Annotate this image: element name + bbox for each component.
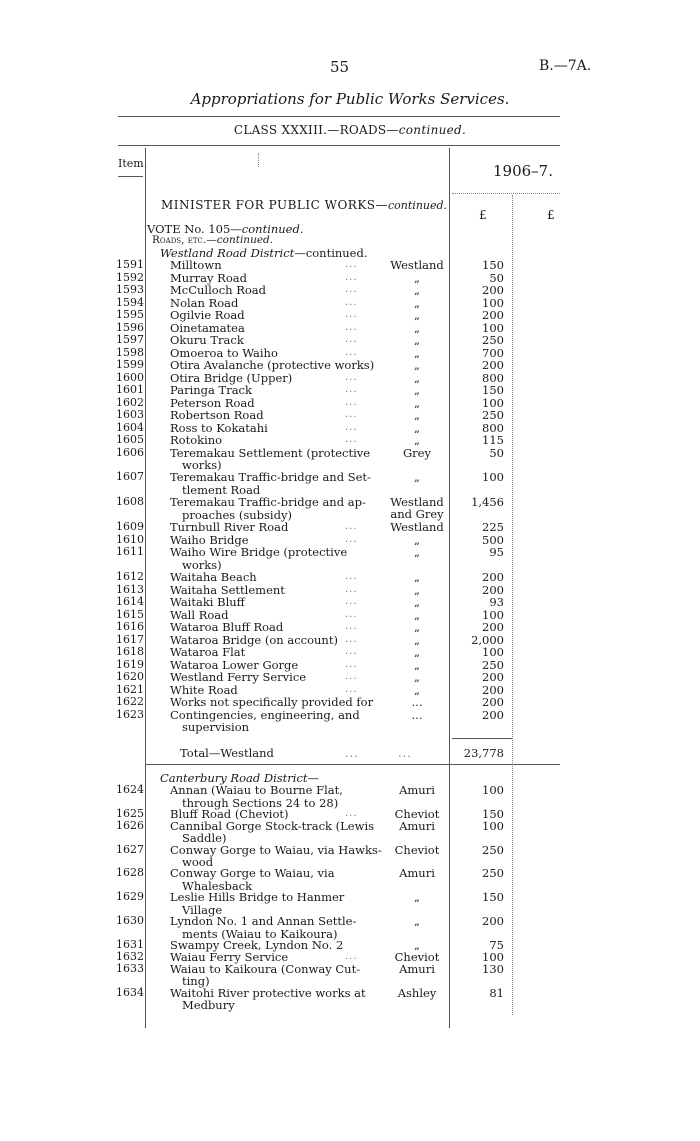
- electoral-district: ...: [411, 695, 423, 710]
- amount: 250: [482, 842, 504, 857]
- electoral-district: „: [414, 682, 420, 697]
- canterbury-district-heading: Canterbury Road District—: [160, 771, 320, 785]
- description-line: wood: [182, 855, 214, 870]
- leader-dots: ...: [345, 646, 358, 658]
- amount: 100: [482, 949, 504, 964]
- amount: 130: [482, 961, 504, 976]
- description-line: Conway Gorge to Waiau, via: [170, 866, 335, 881]
- description-line: works): [182, 557, 222, 572]
- item-header-underline: [118, 176, 143, 177]
- description-line: Ogilvie Road: [170, 308, 245, 322]
- leader-dots: ...: [345, 259, 358, 270]
- item-description: [170, 646, 365, 659]
- leader-dots: ...: [345, 409, 358, 420]
- electoral-district: „: [414, 632, 420, 647]
- amount: 200: [482, 695, 504, 710]
- description-line: Teremakau Traffic-bridge and ap-: [170, 495, 366, 510]
- total-amount: 23,778: [463, 746, 504, 760]
- stray-dots: [258, 153, 259, 167]
- item-number: 1626: [116, 818, 144, 832]
- item-number: 1602: [116, 395, 144, 409]
- description-line: Bluff Road (Cheviot): [170, 806, 289, 821]
- electoral-district: „: [414, 914, 420, 928]
- roads-heading: [152, 234, 273, 246]
- item-number: 1611: [116, 545, 144, 559]
- item-number: 1595: [116, 308, 144, 321]
- item-number: 1600: [116, 370, 144, 384]
- year-column-header: 1906–7.: [493, 162, 553, 180]
- electoral-district: „: [414, 420, 420, 435]
- amount: 250: [482, 408, 504, 422]
- amount: 500: [482, 532, 504, 547]
- item-description: [170, 445, 371, 472]
- description-line: Works not specifically provided for: [170, 695, 374, 710]
- description-line: Saddle): [182, 831, 227, 846]
- amount: 200: [482, 620, 504, 635]
- roads-heading-continued: continued.: [216, 234, 274, 246]
- electoral-district: Grey: [403, 445, 431, 460]
- description-line: Swampy Creek, Lyndon No. 2: [170, 937, 344, 952]
- description-line: White Road: [170, 682, 238, 697]
- item-number: 1603: [116, 408, 144, 421]
- amount: 200: [482, 358, 504, 372]
- item-number: 1618: [116, 645, 144, 659]
- amount: 100: [482, 320, 504, 335]
- electoral-district: „: [414, 320, 420, 335]
- item-description: [170, 571, 365, 584]
- description-line: Waiho Wire Bridge (protective: [170, 545, 348, 560]
- item-number: 1592: [116, 270, 144, 284]
- description-line: Conway Gorge to Waiau, via Hawks-: [170, 842, 382, 857]
- leader-dots: ...: [345, 384, 358, 395]
- item-number: 1620: [116, 670, 144, 684]
- amount: 100: [482, 395, 504, 410]
- table-top-rule: [118, 145, 560, 146]
- electoral-district: „: [414, 370, 420, 385]
- amount: 200: [482, 914, 504, 928]
- description-line: Waiau to Kaikoura (Conway Cut-: [170, 961, 361, 976]
- leader-dots: ...: [345, 807, 358, 819]
- electoral-district: „: [414, 670, 420, 685]
- total-label: Total—Westland: [180, 746, 274, 760]
- amount: 93: [489, 595, 504, 610]
- item-description: [170, 334, 365, 347]
- item-number: 1613: [116, 582, 144, 596]
- amount: 100: [482, 645, 504, 660]
- amount: 150: [482, 258, 504, 272]
- description-line: Medbury: [182, 998, 235, 1013]
- item-number: 1630: [116, 914, 144, 927]
- description-line: Omoeroa to Waiho: [170, 345, 278, 360]
- description-line: Wall Road: [170, 607, 229, 622]
- description-line: Teremakau Traffic-bridge and Set-: [170, 470, 371, 485]
- item-description: [170, 496, 365, 521]
- item-number: 1621: [116, 682, 144, 696]
- leader-dots: ...: [345, 321, 358, 333]
- leader-dots: ...: [345, 683, 358, 695]
- electoral-district: „: [414, 595, 420, 610]
- item-number: 1609: [116, 520, 144, 534]
- electoral-district: „: [414, 345, 420, 360]
- electoral-district: Amuri: [399, 961, 435, 976]
- item-number: 1608: [116, 495, 144, 509]
- leader-dots: ...: [345, 271, 358, 283]
- electoral-district: Amuri: [399, 866, 435, 881]
- item-description: [170, 784, 365, 809]
- amount: 200: [482, 682, 504, 697]
- item-number: 1625: [116, 806, 144, 820]
- description-line: Teremakau Settlement (protective: [170, 445, 371, 460]
- amount: 700: [482, 345, 504, 360]
- description-line: supervision: [182, 720, 250, 735]
- item-description: [170, 818, 375, 846]
- electoral-district: „: [414, 657, 420, 672]
- page-heading: Appropriations for Public Works Services.: [190, 90, 510, 108]
- electoral-district: „: [414, 890, 420, 905]
- amount: 50: [489, 270, 504, 285]
- item-number: 1616: [116, 620, 144, 634]
- item-description: [170, 521, 365, 534]
- description-line: Milltown: [170, 258, 222, 272]
- item-number: 1622: [116, 695, 144, 709]
- item-column-rule: [145, 148, 146, 1028]
- leader-dots: ...: [345, 371, 358, 383]
- electoral-district: „: [414, 308, 420, 322]
- description-line: ments (Waiau to Kaikoura): [182, 926, 338, 941]
- amount: 200: [482, 570, 504, 585]
- total-bottom-rule: [146, 764, 560, 765]
- item-number: 1615: [116, 607, 144, 621]
- leader-dots: ...: [345, 950, 358, 962]
- electoral-district: Cheviot: [394, 842, 440, 857]
- item-description: [170, 284, 365, 297]
- item-number: 1605: [116, 433, 144, 446]
- description-line: tlement Road: [182, 482, 261, 497]
- electoral-district: „: [414, 545, 420, 560]
- description-line: ting): [182, 974, 210, 989]
- electoral-district: „: [414, 383, 420, 397]
- amount-column-left-rule: [449, 148, 450, 1028]
- item-number: 1593: [116, 283, 144, 296]
- item-number: 1629: [116, 890, 144, 904]
- description-line: Otira Avalanche (protective works): [170, 358, 375, 372]
- electoral-district: „: [414, 645, 420, 660]
- leader-dots: ...: [345, 608, 358, 620]
- amount: 200: [482, 308, 504, 322]
- amount: 250: [482, 657, 504, 672]
- amount: 250: [482, 333, 504, 347]
- leader-dots: ...: [345, 334, 358, 345]
- item-description: [170, 621, 365, 634]
- description-line: Ross to Kokatahi: [170, 420, 268, 435]
- electoral-district: „: [414, 395, 420, 410]
- electoral-district: „: [414, 937, 420, 952]
- vote-heading-main: VOTE No. 105—: [147, 222, 242, 236]
- description-line: Oinetamatea: [170, 320, 245, 335]
- description-line: Wataroa Flat: [170, 645, 246, 660]
- electoral-district: Westland: [390, 520, 444, 535]
- description-line: Waitaha Settlement: [170, 582, 285, 597]
- item-number: 1634: [116, 985, 144, 999]
- description-line: Contingencies, engineering, and: [170, 707, 360, 722]
- electoral-district: „: [414, 408, 420, 422]
- description-line: Rotokino: [170, 433, 223, 447]
- electoral-district: Ashley: [397, 985, 437, 1000]
- item-number: 1632: [116, 949, 144, 963]
- leader-dots: ...: [345, 396, 358, 408]
- vote-heading-continued: continued.: [241, 222, 304, 236]
- amount: 200: [482, 582, 504, 597]
- leader-dots: ...: [345, 596, 358, 608]
- item-number: 1591: [116, 258, 144, 271]
- item-number: 1624: [116, 783, 144, 796]
- electoral-district: „: [414, 433, 420, 447]
- item-description: [170, 470, 371, 497]
- description-line: Otira Bridge (Upper): [170, 370, 293, 385]
- leader-dots: ...: [345, 521, 358, 533]
- item-description: [170, 384, 365, 397]
- description-line: Wataroa Bridge (on account): [170, 632, 338, 647]
- item-number: 1599: [116, 358, 144, 371]
- item-number: 1607: [116, 470, 144, 484]
- amount: 1,456: [471, 495, 504, 510]
- item-description: [170, 358, 375, 372]
- leader-dots: ...: [345, 621, 358, 633]
- amount: 800: [482, 420, 504, 435]
- electoral-district: Amuri: [399, 818, 435, 833]
- minister-heading: [161, 198, 447, 212]
- item-description: [170, 695, 374, 710]
- pound-header-2: £: [547, 208, 555, 222]
- electoral-district: „: [414, 270, 420, 285]
- leader-dots: ...: [345, 583, 358, 595]
- leader-dots: ...: [345, 346, 358, 358]
- electoral-district: „: [414, 620, 420, 635]
- electoral-district: „: [414, 295, 420, 310]
- item-number: 1594: [116, 295, 144, 309]
- item-number: 1601: [116, 383, 144, 396]
- item-description: [170, 409, 365, 422]
- total-dots-1: ...: [345, 746, 359, 760]
- item-number: 1627: [116, 842, 144, 856]
- electoral-district: Amuri: [399, 783, 435, 797]
- amount-column-divider: [512, 195, 513, 1015]
- item-description: [170, 987, 365, 1012]
- item-description: [170, 963, 365, 988]
- electoral-district: Cheviot: [394, 949, 440, 964]
- item-number: 1612: [116, 570, 144, 584]
- electoral-district: „: [414, 570, 420, 585]
- leader-dots: ...: [345, 533, 358, 545]
- description-line: Peterson Road: [170, 395, 255, 410]
- minister-heading-main: MINISTER FOR PUBLIC WORKS—: [161, 198, 389, 212]
- amount: 225: [482, 520, 504, 535]
- item-number: 1619: [116, 657, 144, 671]
- electoral-district: „: [414, 283, 420, 297]
- class-heading-continued: continued.: [398, 123, 467, 137]
- item-number: 1597: [116, 333, 144, 346]
- item-number: 1604: [116, 420, 144, 434]
- item-number: 1610: [116, 532, 144, 546]
- item-description: [170, 891, 365, 916]
- description-line: through Sections 24 to 28): [182, 795, 339, 810]
- amount: 115: [482, 433, 504, 447]
- leader-dots: ...: [345, 658, 358, 670]
- item-number: 1617: [116, 632, 144, 646]
- item-number: 1596: [116, 320, 144, 334]
- electoral-district: ...: [411, 707, 423, 722]
- amount: 81: [489, 985, 504, 1000]
- description-line: Robertson Road: [170, 408, 264, 422]
- electoral-district: Westland and Grey: [390, 495, 444, 522]
- description-line: Westland Ferry Service: [170, 670, 307, 685]
- description-line: proaches (subsidy): [182, 507, 292, 522]
- amount: 2,000: [471, 632, 504, 647]
- leader-dots: ...: [345, 633, 358, 645]
- roads-heading-main: Roads, etc.—: [152, 234, 217, 246]
- item-number: 1633: [116, 961, 144, 975]
- item-description: [170, 434, 365, 447]
- amount: 75: [489, 937, 504, 952]
- amount: 95: [489, 545, 504, 560]
- westland-district-name: Westland Road District—: [160, 246, 306, 260]
- item-column-header: Item.: [118, 157, 148, 170]
- description-line: McCulloch Road: [170, 283, 267, 297]
- description-line: Paringa Track: [170, 383, 252, 397]
- description-line: Leslie Hills Bridge to Hanmer: [170, 890, 345, 905]
- amount: 200: [482, 283, 504, 297]
- amount: 100: [482, 818, 504, 833]
- item-description: [170, 867, 365, 892]
- item-number: 1614: [116, 595, 144, 609]
- description-line: Turnbull River Road: [170, 520, 289, 535]
- item-number: 1606: [116, 445, 144, 459]
- amount: 100: [482, 783, 504, 797]
- description-line: works): [182, 458, 222, 472]
- total-dots-2: ...: [398, 746, 412, 760]
- item-description: [170, 915, 365, 940]
- item-number: 1631: [116, 937, 144, 951]
- description-line: Waiau Ferry Service: [170, 949, 289, 964]
- amount: 150: [482, 806, 504, 821]
- electoral-district: Cheviot: [394, 806, 440, 821]
- leader-dots: ...: [345, 284, 358, 295]
- description-line: Cannibal Gorge Stock-track (Lewis: [170, 818, 375, 833]
- description-line: Lyndon No. 1 and Annan Settle-: [170, 914, 357, 928]
- electoral-district: Westland: [390, 258, 444, 272]
- description-line: Wataroa Lower Gorge: [170, 657, 299, 672]
- amount: 800: [482, 370, 504, 385]
- year-header-underline: [452, 193, 560, 194]
- description-line: Wataroa Bluff Road: [170, 620, 284, 635]
- total-top-rule: [452, 738, 512, 739]
- item-number: 1598: [116, 345, 144, 359]
- electoral-district: „: [414, 532, 420, 547]
- amount: 250: [482, 866, 504, 881]
- amount: 150: [482, 383, 504, 397]
- item-description: [170, 709, 365, 734]
- class-heading-main: CLASS XXXIII.—ROADS—: [233, 123, 399, 137]
- electoral-district: „: [414, 582, 420, 597]
- page-number: 55: [330, 58, 350, 76]
- description-line: Whalesback: [182, 878, 253, 893]
- electoral-district: „: [414, 333, 420, 347]
- description-line: Nolan Road: [170, 295, 239, 310]
- document-reference: B.—7A.: [539, 58, 592, 74]
- electoral-district: „: [414, 358, 420, 372]
- description-line: Waitaha Beach: [170, 570, 257, 585]
- leader-dots: ...: [345, 671, 358, 683]
- westland-district-continued: continued.: [305, 246, 368, 260]
- leader-dots: ...: [345, 421, 358, 433]
- description-line: Waitaki Bluff: [170, 595, 245, 610]
- amount: 200: [482, 707, 504, 722]
- amount: 50: [489, 445, 504, 460]
- leader-dots: ...: [345, 434, 358, 445]
- item-description: [170, 671, 365, 684]
- item-description: [170, 259, 365, 272]
- leader-dots: ...: [345, 571, 358, 583]
- item-description: [170, 596, 365, 609]
- description-line: Waiho Bridge: [170, 532, 249, 547]
- item-description: [170, 546, 365, 571]
- amount: 200: [482, 670, 504, 685]
- amount: 100: [482, 470, 504, 485]
- description-line: Okuru Track: [170, 333, 244, 347]
- description-line: Murray Road: [170, 270, 247, 285]
- pound-header-1: £: [479, 208, 487, 222]
- class-heading: [0, 123, 700, 137]
- item-description: [170, 309, 365, 322]
- item-number: 1628: [116, 866, 144, 880]
- minister-heading-continued: continued.: [388, 199, 448, 212]
- amount: 150: [482, 890, 504, 905]
- item-number: 1623: [116, 707, 144, 721]
- amount: 100: [482, 295, 504, 310]
- item-description: [170, 842, 382, 870]
- description-line: Waitohi River protective works at: [170, 985, 366, 1000]
- leader-dots: ...: [345, 296, 358, 308]
- description-line: Annan (Waiau to Bourne Flat,: [170, 783, 343, 797]
- heading-rule: [118, 116, 560, 117]
- electoral-district: „: [414, 607, 420, 622]
- electoral-district: „: [414, 470, 420, 485]
- description-line: Village: [182, 902, 223, 917]
- leader-dots: ...: [345, 309, 358, 320]
- amount: 100: [482, 607, 504, 622]
